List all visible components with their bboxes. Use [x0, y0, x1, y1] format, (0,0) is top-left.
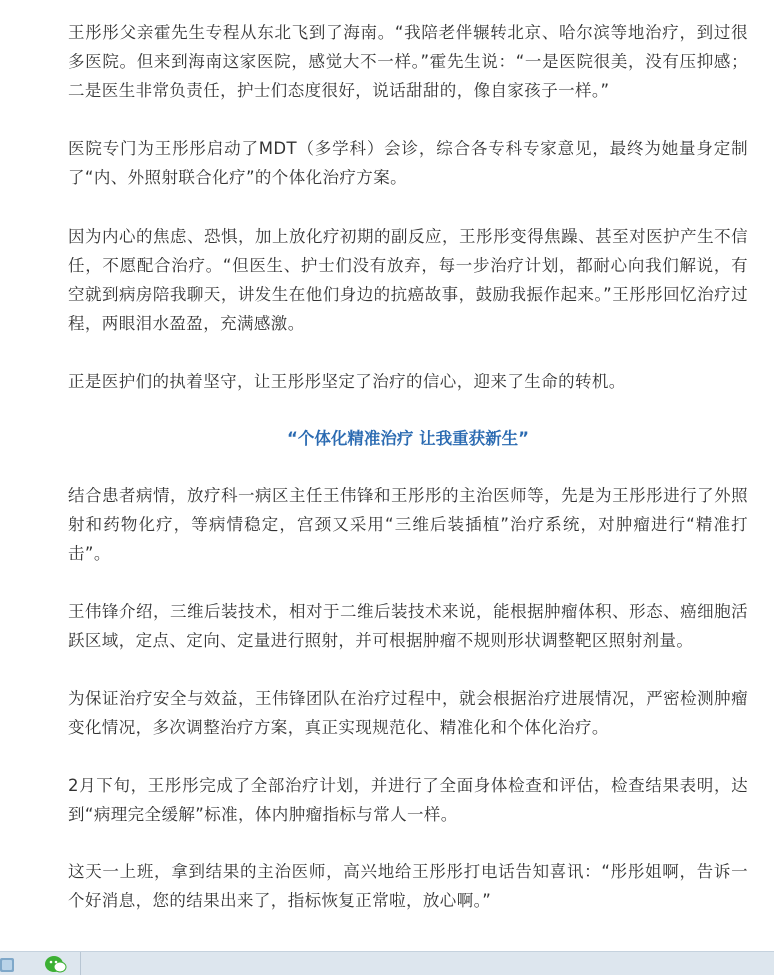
paragraph: 因为内心的焦虑、恐惧，加上放化疗初期的副反应，王彤彤变得焦躁、甚至对医护产生不信任，不愿配合治疗。“但医生、护士们没有放弃，每一步治疗计划，都耐心向我们解说，有空就到病房陪我聊天，讲发生在他们身边的抗癌故事，鼓励我振作起来。”王彤彤回忆治疗过程，两眼泪水盈盈，充满感激。: [68, 227, 748, 333]
paragraph: 为保证治疗安全与效益，王伟锋团队在治疗过程中，就会根据治疗进展情况，严密检测肿瘤变化情况，多次调整治疗方案，真正实现规范化、精准化和个体化治疗。: [68, 689, 748, 737]
wechat-icon[interactable]: [44, 954, 68, 974]
app-icon[interactable]: [0, 954, 20, 974]
section-subheading: “个体化精准治疗 让我重获新生”: [287, 429, 529, 448]
paragraph: 2月下旬，王彤彤完成了全部治疗计划，并进行了全面身体检查和评估，检查结果表明，达到“病理完全缓解”标准，体内肿瘤指标与常人一样。: [68, 776, 748, 824]
paragraph: 医院专门为王彤彤启动了MDT（多学科）会诊，综合各专科专家意见，最终为她量身定制了“内、外照射联合化疗”的个体化治疗方案。: [68, 139, 748, 187]
paragraph: 王彤彤父亲霍先生专程从东北飞到了海南。“我陪老伴辗转北京、哈尔滨等地治疗，到过很多医院。但来到海南这家医院，感觉大不一样。”霍先生说：“一是医院很美，没有压抑感；二是医生非常负责任，护士们态度很好，说话甜甜的，像自家孩子一样。”: [68, 23, 748, 100]
taskbar: [0, 951, 774, 975]
taskbar-divider: [80, 952, 81, 975]
paragraph: 这天一上班，拿到结果的主治医师，高兴地给王彤彤打电话告知喜讯：“彤彤姐啊，告诉一个好消息，您的结果出来了，指标恢复正常啦，放心啊。”: [68, 862, 748, 910]
paragraph: 结合患者病情，放疗科一病区主任王伟锋和王彤彤的主治医师等，先是为王彤彤进行了外照射和药物化疗，等病情稳定，宫颈又采用“三维后装插植”治疗系统，对肿瘤进行“精准打击”。: [68, 486, 748, 563]
paragraph: 正是医护们的执着坚守，让王彤彤坚定了治疗的信心，迎来了生命的转机。: [68, 372, 626, 391]
paragraph: 王伟锋介绍，三维后装技术，相对于二维后装技术来说，能根据肿瘤体积、形态、癌细胞活跃区域，定点、定向、定量进行照射，并可根据肿瘤不规则形状调整靶区照射剂量。: [68, 602, 748, 650]
